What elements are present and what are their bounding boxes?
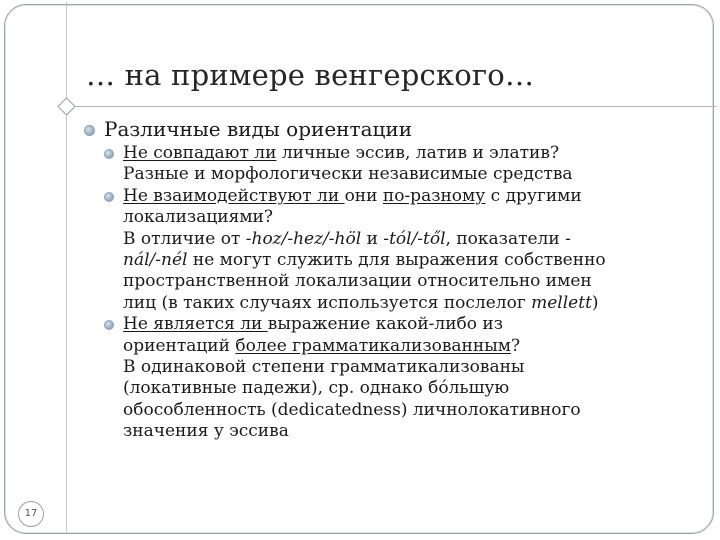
text-segment: ) bbox=[591, 292, 599, 313]
text-line bbox=[123, 250, 684, 271]
text-segment: личные эссив, латив и элатив? bbox=[276, 143, 560, 163]
level1-bullet-text: Различные виды ориентации bbox=[104, 117, 413, 141]
text-segment: лиц (в таких случаях используется послелог bbox=[123, 292, 532, 313]
text-segment: Разные и морфологически независимые средства bbox=[123, 164, 573, 185]
italic-text: nál/-nél bbox=[123, 250, 188, 271]
sub-bullet-list bbox=[104, 143, 684, 443]
title-divider bbox=[66, 106, 716, 107]
text-segment: В одинаковой степени грамматикализованы bbox=[123, 357, 525, 378]
text-line bbox=[123, 186, 684, 207]
italic-text: hoz/-hez/-höl bbox=[251, 228, 362, 249]
text-line bbox=[123, 378, 684, 399]
underlined-text: Не совпадают ли bbox=[123, 143, 277, 163]
underlined-text: более грамматикализованным bbox=[235, 335, 511, 356]
italic-text: mellett bbox=[531, 292, 592, 313]
text-segment: не могут служить для выражения собственно bbox=[187, 250, 606, 271]
sub-bullet-item bbox=[104, 143, 684, 186]
text-segment: пространственной локализации относительно имен bbox=[123, 271, 592, 292]
bullet-icon bbox=[104, 320, 114, 330]
text-segment: ? bbox=[510, 335, 521, 356]
text-line bbox=[123, 207, 684, 228]
text-line bbox=[123, 164, 684, 185]
page-number: 17 bbox=[18, 501, 44, 527]
text-line bbox=[123, 314, 684, 335]
slide-title: … на примере венгерского… bbox=[86, 58, 535, 92]
text-segment: В отличие от - bbox=[123, 228, 252, 249]
text-segment: , показатели - bbox=[445, 228, 571, 249]
bullet-icon bbox=[104, 149, 114, 159]
text-segment: ориентаций bbox=[123, 335, 236, 356]
text-segment: значения у эссива bbox=[123, 421, 289, 442]
text-line bbox=[123, 271, 684, 292]
text-line bbox=[123, 143, 684, 164]
text-segment: и - bbox=[361, 228, 390, 249]
text-line bbox=[123, 357, 684, 378]
sub-bullet-item bbox=[104, 314, 684, 442]
underlined-text: Не взаимодействуют ли bbox=[123, 185, 345, 206]
text-line bbox=[123, 421, 684, 442]
text-line bbox=[123, 400, 684, 421]
text-line bbox=[123, 336, 684, 357]
text-segment: (локативные падежи), ср. однако бóльшую bbox=[123, 378, 510, 399]
text-segment: с другими bbox=[485, 185, 582, 206]
sub-bullet-item bbox=[104, 186, 684, 314]
text-segment: выражение какой-либо из bbox=[267, 314, 504, 335]
text-segment: обособленность (dedicatedness) личнолокативного bbox=[123, 399, 581, 420]
bullet-icon bbox=[84, 125, 95, 136]
bullet-icon bbox=[104, 192, 114, 202]
underlined-text: Не является ли bbox=[123, 314, 268, 335]
text-segment: локализациями? bbox=[123, 207, 273, 228]
underlined-text: по-разному bbox=[382, 185, 486, 206]
text-line bbox=[123, 229, 684, 250]
text-segment: они bbox=[344, 185, 383, 206]
italic-text: tól/-től bbox=[389, 228, 446, 249]
vertical-accent-line bbox=[66, 2, 67, 532]
text-line bbox=[123, 293, 684, 314]
